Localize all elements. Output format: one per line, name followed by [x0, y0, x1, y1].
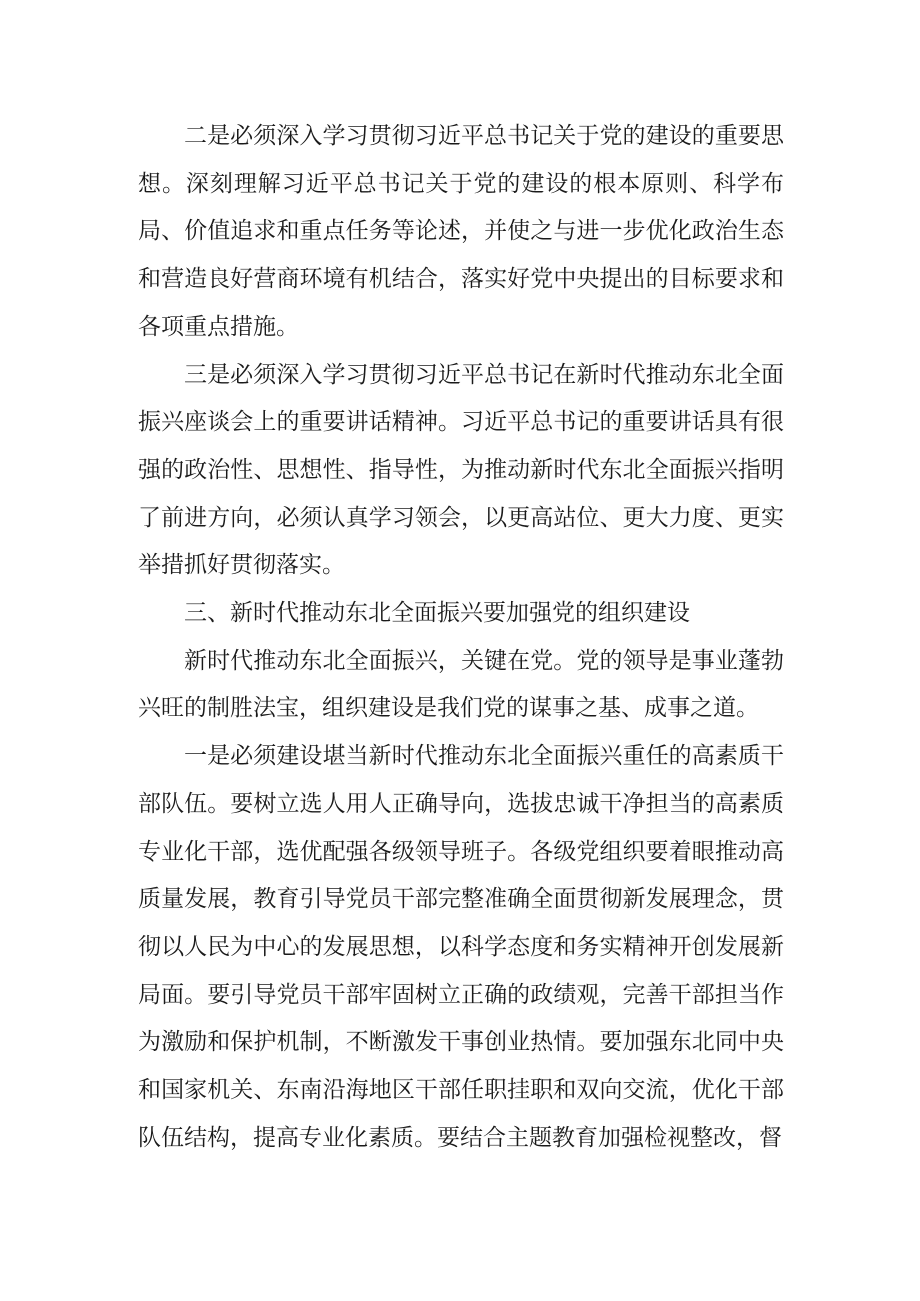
paragraph-party-building-thought: 二是必须深入学习贯彻习近平总书记关于党的建设的重要思想。深刻理解习近平总书记关于党的建设的根本原则、科学布局、价值追求和重点任务等论述，并使之与进一步优化政治生态和营造良好营商环境有机结合，落实好党中央提出的目标要求和各项重点措施。 [138, 123, 784, 340]
paragraph-key-in-party: 新时代推动东北全面振兴，关键在党。党的领导是事业蓬勃兴旺的制胜法宝，组织建设是我们党的谋事之基、成事之道。 [138, 647, 784, 722]
document-body [138, 113, 784, 1162]
paragraph-cadre-team: 一是必须建设堪当新时代推动东北全面振兴重任的高素质干部队伍。要树立选人用人正确导向，选拔忠诚干净担当的高素质专业化干部，选优配强各级领导班子。各级党组织要着眼推动高质量发展，教育引导党员干部完整准确全面贯彻新发展理念，贯彻以人民为中心的发展思想，以科学态度和务实精神开创发展新局面。要引导党员干部牢固树立正确的政绩观，完善干部担当作为激励和保护机制，不断激发干事创业热情。要加强东北同中央和国家机关、东南沿海地区干部任职挂职和双向交流，优化干部队伍结构，提高专业化素质。要结合主题教育加强检视整改，督 [138, 743, 784, 1151]
paragraph-symposium-speech: 三是必须深入学习贯彻习近平总书记在新时代推动东北全面振兴座谈会上的重要讲话精神。习近平总书记的重要讲话具有很强的政治性、思想性、指导性，为推动新时代东北全面振兴指明了前进方向，必须认真学习领会，以更高站位、更大力度、更实举措抓好贯彻落实。 [138, 361, 784, 579]
section-heading-organization: 三、新时代推动东北全面振兴要加强党的组织建设 [184, 600, 690, 627]
